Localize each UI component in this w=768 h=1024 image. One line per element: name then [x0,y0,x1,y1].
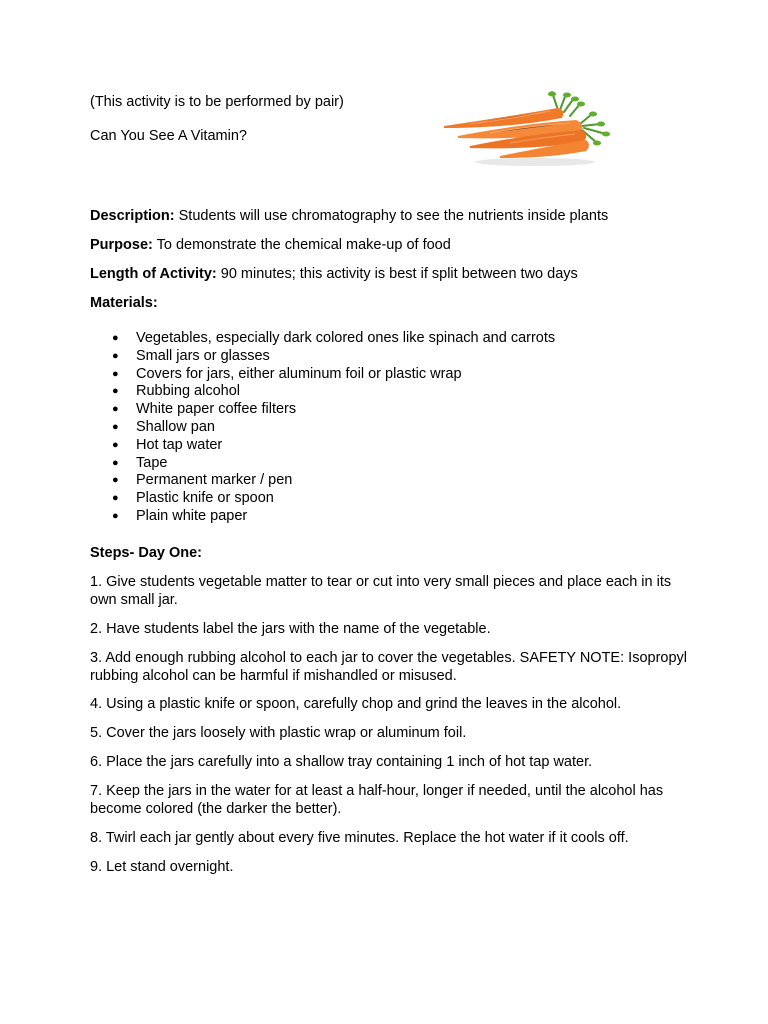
description-label: Description: [90,208,175,224]
step-1: 1. Give students vegetable matter to tear or cut into very small pieces and place each in its own small jar. [90,574,672,608]
step-4: 4. Using a plastic knife or spoon, carefully chop and grind the leaves in the alcohol. [90,696,622,712]
list-item: ● White paper coffee filters [112,401,297,418]
step-8: 8. Twirl each jar gently about every five minutes. Replace the hot water if it cools off. [90,830,629,846]
step-5: 5. Cover the jars loosely with plastic wrap or aluminum foil. [90,725,467,741]
bullet-icon: ● [112,456,119,469]
step-6: 6. Place the jars carefully into a shallow tray containing 1 inch of hot tap water. [90,754,593,770]
steps-heading [90,544,202,562]
bullet-icon: ● [112,420,119,433]
list-item: ● Tape [112,454,168,471]
purpose [90,236,451,254]
list-item: ● Vegetables, especially dark colored ones like spinach and carrots [112,330,556,346]
materials-heading-text: Materials: [90,295,158,311]
length-text: 90 minutes; this activity is best if split between two days [216,266,578,282]
step-7: 7. Keep the jars in the water for at least a half-hour, longer if needed, until the alcohol has become colored (the darker the better). [90,783,664,817]
materials-list [90,330,555,526]
bullet-icon: ● [112,367,119,380]
list-item: ● Covers for jars, either aluminum foil or plastic wrap [112,365,462,382]
list-item: ● Plain white paper [112,507,248,524]
activity-title: Can You See A Vitamin? [90,128,247,144]
step-9: 9. Let stand overnight. [90,859,234,875]
step-3: 3. Add enough rubbing alcohol to each jar to cover the vegetables. SAFETY NOTE: Isopropyl rubbing alcohol can be harmful if mishandled or misused. [90,650,687,684]
bullet-icon: ● [112,349,119,362]
list-item: ● Small jars or glasses [112,347,270,364]
steps-heading-text: Steps- Day One: [90,545,202,561]
purpose-label: Purpose: [90,237,153,253]
list-item: ● Rubbing alcohol [112,383,240,400]
activity-note: (This activity is to be performed by pair) [90,94,344,110]
bullet-icon: ● [112,509,119,522]
description [90,207,608,225]
list-item: ● Permanent marker / pen [112,472,293,489]
bullet-icon: ● [112,474,119,487]
bullet-icon: ● [112,332,119,344]
purpose-text: To demonstrate the chemical make-up of food [152,237,451,253]
step-2: 2. Have students label the jars with the name of the vegetable. [90,621,491,637]
bullet-icon: ● [112,492,119,505]
description-text: Students will use chromatography to see the nutrients inside plants [174,208,609,224]
list-item: ● Shallow pan [112,418,215,435]
list-item: ● Plastic knife or spoon [112,490,274,507]
bullet-icon: ● [112,438,119,451]
materials-heading [90,294,158,312]
bullet-icon: ● [112,385,119,398]
carrots-photo [440,88,610,168]
length-label: Length of Activity: [90,266,217,282]
list-item: ● Hot tap water [112,436,223,453]
bullet-icon: ● [112,403,119,416]
length-of-activity [90,265,578,283]
